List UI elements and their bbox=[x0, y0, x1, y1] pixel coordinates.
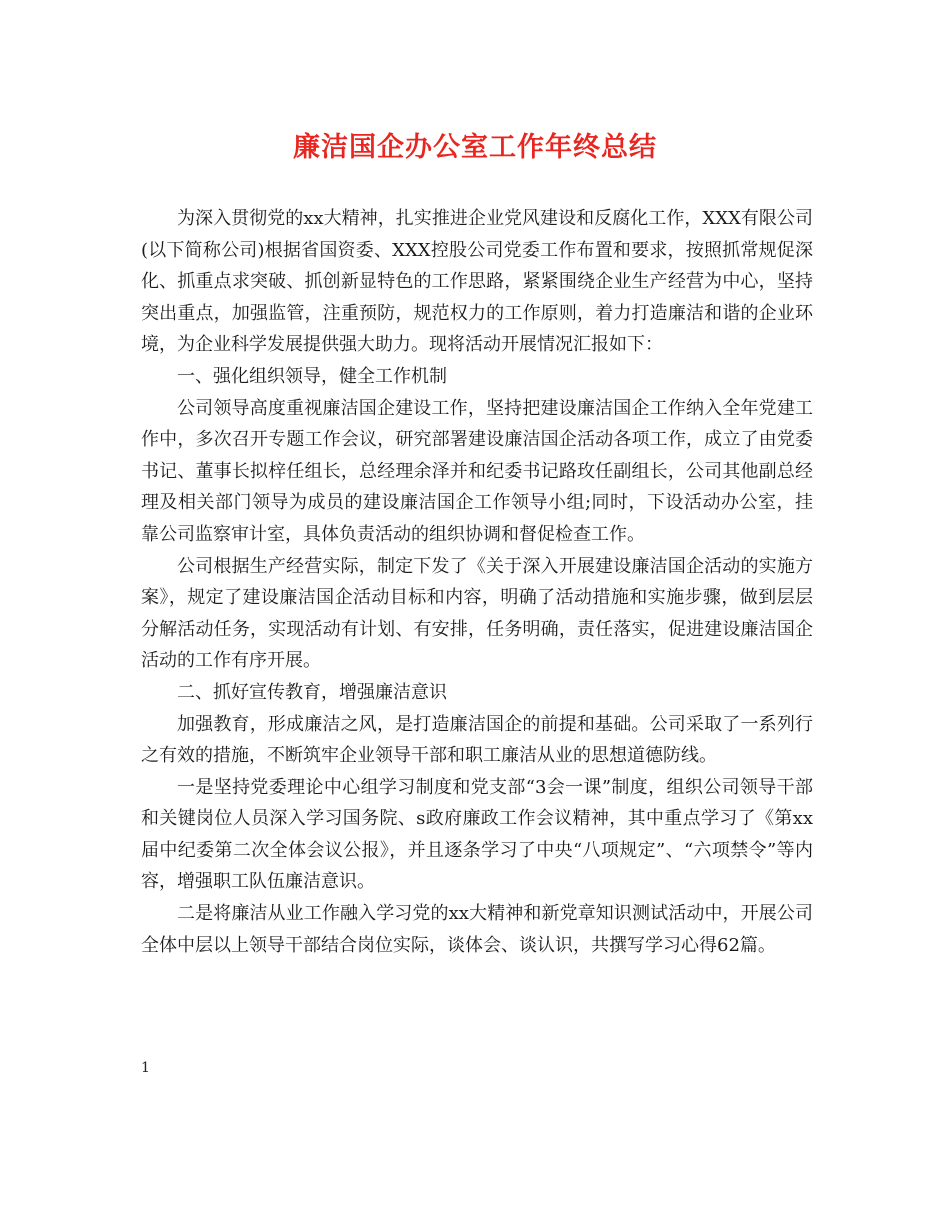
page-number: 1 bbox=[141, 1060, 150, 1076]
body-paragraph: 公司领导高度重视廉洁国企建设工作，坚持把建设廉洁国企工作纳入全年党建工作中，多次召开专题工作会议，研究部署建设廉洁国企活动各项工作，成立了由党委书记、董事长拟梓任组长，总经理余泽并和纪委书记路玫任副组长，公司其他副总经理及相关部门领导为成员的建设廉洁国企工作领导小组;同时，下设活动办公室，挂靠公司监察审计室，具体负责活动的组织协调和督促检查工作。 bbox=[141, 397, 813, 545]
section-heading-1: 一、强化组织领导，健全工作机制 bbox=[177, 365, 447, 387]
document-title: 廉洁国企办公室工作年终总结 bbox=[293, 132, 657, 163]
intro-paragraph: 为深入贯彻党的xx大精神，扎实推进企业党风建设和反腐化工作，XXX有限公司(以下简称公司)根据省国资委、XXX控股公司党委工作布置和要求，按照抓常规促深化、抓重点求突破、抓创新显特色的工作思路，紧紧围绕企业生产经营为中心，坚持突出重点，加强监管，注重预防，规范权力的工作原则，着力打造廉洁和谐的企业环境，为企业科学发展提供强大助力。现将活动开展情况汇报如下： bbox=[141, 208, 813, 356]
document-body bbox=[141, 203, 813, 961]
body-paragraph: 一是坚持党委理论中心组学习制度和党支部“3会一课”制度，组织公司领导干部和关键岗位人员深入学习国务院、s政府廉政工作会议精神，其中重点学习了《第xx届中纪委第二次全体会议公报》，并且逐条学习了中央“八项规定”、“六项禁令”等内容，增强职工队伍廉洁意识。 bbox=[141, 776, 813, 893]
body-paragraph: 加强教育，形成廉洁之风，是打造廉洁国企的前提和基础。公司采取了一系列行之有效的措施，不断筑牢企业领导干部和职工廉洁从业的思想道德防线。 bbox=[141, 713, 813, 767]
section-heading-2: 二、抓好宣传教育，增强廉洁意识 bbox=[177, 681, 447, 703]
body-paragraph: 二是将廉洁从业工作融入学习党的xx大精神和新党章知识测试活动中，开展公司全体中层以上领导干部结合岗位实际，谈体会、谈认识，共撰写学习心得62篇。 bbox=[141, 903, 813, 956]
body-paragraph: 公司根据生产经营实际，制定下发了《关于深入开展建设廉洁国企活动的实施方案》，规定了建设廉洁国企活动目标和内容，明确了活动措施和实施步骤，做到层层分解活动任务，实现活动有计划、有安排，任务明确，责任落实，促进建设廉洁国企活动的工作有序开展。 bbox=[141, 555, 813, 672]
